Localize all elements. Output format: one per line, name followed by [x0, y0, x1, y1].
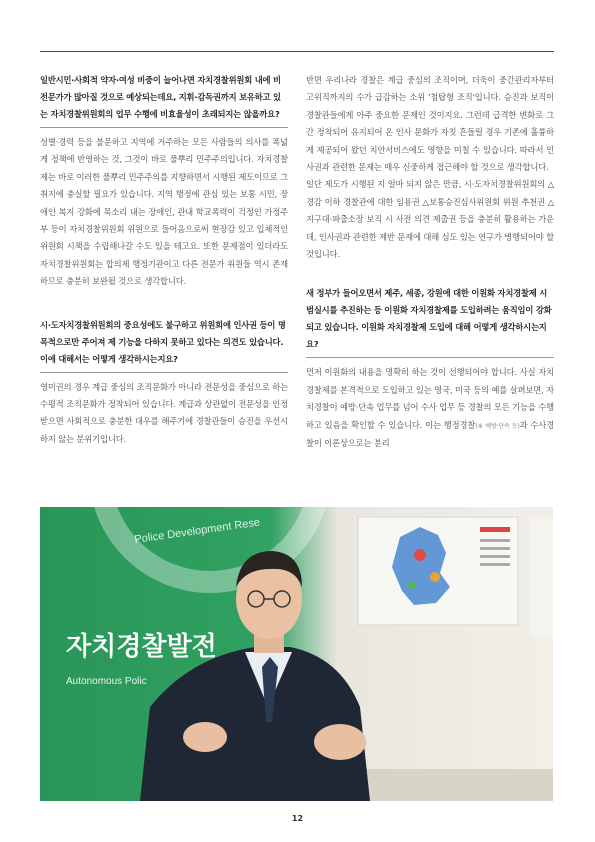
answer-3-text: 먼저 이원화의 내용을 명확히 하는 것이 선행되어야 합니다. 사실 자치경찰제를 본격적으로 도입하고 있는 영국, 미국 등의 예를 살펴보면, 자치경찰이 예방·단속 업무를 넘어 수사 업무 등 경찰의 모든 기능을 수행하고 있음을 확인할 수 있습니다. 이는 행정경찰 [306, 367, 554, 430]
top-rule [40, 51, 554, 52]
left-column [40, 72, 288, 448]
answer-3-text-end: 과 수사경찰이 이론상으로는 분리 [306, 419, 554, 449]
question-3: 새 정부가 들어오면서 제주, 세종, 강원에 대한 이원화 자치경찰제 시범실시를 추진하는 등 이원화 자치경찰제를 도입하려는 움직임이 강화되고 있습니다. 이원화 자치경찰제 도입에 대해 어떻게 생각하시는지요? [306, 288, 552, 350]
answer-3 [306, 364, 554, 452]
question-1: 일반시민·사회적 약자·여성 비중이 늘어나면 자치경찰위원회 내에 비전문가가 많아질 것으로 예상되는데요, 지휘·감독권까지 보유하고 있는 자치경찰위원회의 업무 수행에 비효율성이 초래되지는 않을까요? [40, 75, 281, 119]
answer-2: 영미권의 경우 계급 중심의 조직문화가 아니라 전문성을 중심으로 하는 수평적 조직문화가 정착되어 있습니다. 계급과 상관없이 전문성을 인정받으면 사회적으로 충분한 대우를 해주기에 경찰관들이 승진을 우선시하지 않는 분위기입니다. [40, 381, 288, 444]
answer-2-continued-2: 일단 제도가 시행된 지 얼마 되지 않은 만큼, 시·도자치경찰위원회의 △경감 이하 경찰관에 대한 임용권 △보통승진심사위원회 위원 추천권 △지구대·파출소장 보직 시 사전 의견 제출권 등을 충분히 활용하는 가운데, 인사권과 관련한 제반 문제에 대해 심도 있는 연구가 병행되어야 할 것입니다. [306, 179, 554, 260]
question-rule [306, 357, 554, 358]
answer-2-continued: 반면 우리나라 경찰은 계급 중심의 조직이며, 더욱이 중간관리자부터 고위직까지의 수가 급감하는 소위 '첨탑형 조직'입니다. 승진과 보직이 경찰관들에게 아주 중요한 문제인 것이지요. 그런데 급격한 변화로 그간 정착되어 유지되어 온 인사 문화가 자칫 흔들릴 경우 기존에 훌륭하게 제공되어 왔던 치안서비스에도 영향을 미칠 수 있습니다. 따라서 인사권과 관련한 문제는 매우 신중하게 접근해야 할 것으로 생각합니다. [306, 75, 554, 173]
banner-title: 자치경찰발전 [66, 632, 217, 662]
interview-photo-illustration [40, 507, 553, 801]
banner-english: Autonomous Polic [66, 676, 147, 687]
banner-arc-text: Police Development Rese [133, 516, 261, 546]
answer-1: 성별·경력 등을 불문하고 지역에 거주하는 모든 사람들의 의사를 폭넓게 정책에 반영하는 것, 그것이 바로 풀뿌리 민주주의입니다. 자치경찰제는 바로 이러한 풀뿌리 민주주의를 지향하면서 시행된 제도이므로 그 취지에 충실할 필요가 있습니다. 지역 행정에 관심 있는 보통 시민, 장애인 복지 강화에 목소리 내는 장애인, 관내 학교폭력이 걱정인 가정주부 등이 자치경찰위원회 위원으로 들어옴으로써 현장감 있고 입체적인 위원회 시책을 수립해나갈 수도 있을 테고요. 또한 문제점이 있더라도 자치경찰위원회는 합의제 행정기관이고 다른 전문가 위원들 역시 존재하므로 충분히 보완될 것으로 생각합니다. [40, 137, 288, 287]
question-2: 시·도자치경찰위원회의 중요성에도 불구하고 위원회에 인사권 등이 명목적으로만 주어져 제 기능을 다하지 못하고 있다는 의견도 있습니다. 이에 대해서는 어떻게 생각하시는지요? [40, 319, 286, 364]
page-number: 12 [291, 814, 304, 823]
question-rule [40, 127, 288, 128]
interview-photo [40, 507, 553, 801]
answer-3-note: (※ 예방·단속 등) [475, 422, 520, 430]
right-column [306, 72, 554, 453]
question-rule [40, 372, 288, 373]
